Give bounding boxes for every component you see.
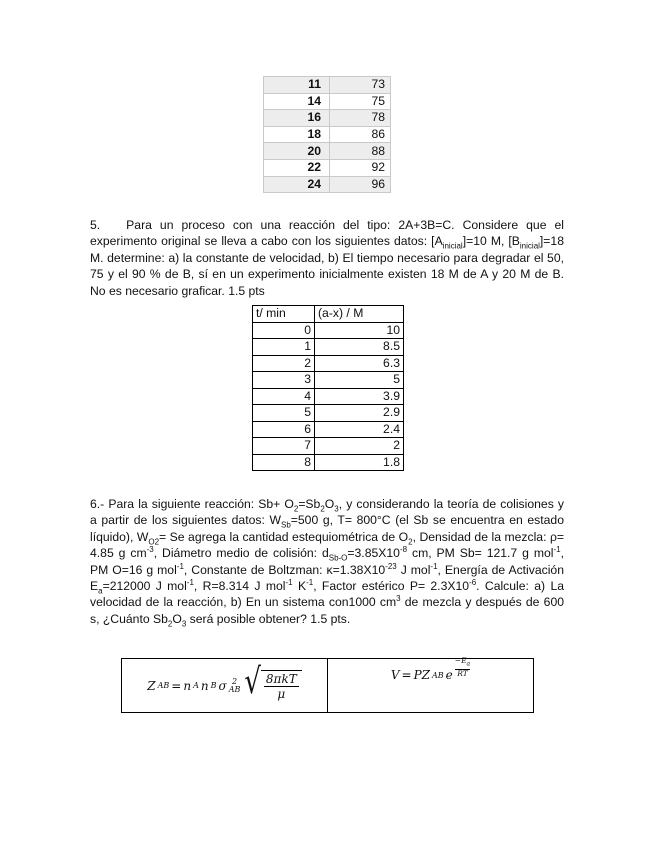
text-run: , Diámetro medio de colisión: d [153,546,329,561]
cell-concentration: 5 [315,372,404,389]
subscript: a [98,586,103,596]
cell-value: 75 [330,93,391,110]
text-run: O [172,611,182,626]
fraction-numerator: 8πkT [265,672,297,686]
subscript: 2 [293,504,299,514]
text-run: ]=10 M, [B [462,234,520,249]
fraction-denominator: μ [277,687,286,701]
text-run: , PM O=16 g mol [90,546,564,577]
table-row [264,176,391,193]
cell-key: 22 [264,159,330,176]
cell-value: 88 [330,143,391,160]
cell-value: 86 [330,126,391,143]
cell-concentration: 2.4 [315,421,404,438]
cell-value: 73 [330,77,391,94]
subscript: Sb-O [328,553,348,563]
radical-sign-icon: √ [244,661,261,703]
table-row [253,372,404,389]
math-subscript: a [466,660,471,668]
text-run: ]=18 M. determine: a) la constante de velocidad, b) El tiempo necesario para degradar el 50, 75 y el 90 % de B, sí en un experimento inicialmente existen 18 M de A y 20 M de B. No es necesario graficar. 1.5 pts [90,234,564,298]
text-run: =500 g, T= 800°C (el Sb se encuentra en estado líquido), W [90,513,564,544]
text-run: J mol [396,562,431,577]
data-table-2 [252,305,404,471]
table-row [264,77,391,94]
subscript: 2 [408,537,413,547]
math-symbol: n [183,678,192,693]
subscript: inicial [442,241,463,251]
cell-time: 3 [253,372,315,389]
rate-formula [328,656,534,713]
table-row [253,454,404,471]
table-header-row [253,306,404,323]
text-run: . Calcule: a) La velocidad de la reacción, b) En un sistema con1000 cm [90,579,564,610]
text-run: =212000 J mol [102,579,187,594]
problem-5-text [90,217,564,299]
superscript: -1 [285,577,293,587]
cell-value: 78 [330,110,391,127]
formula-box [121,658,534,713]
text-run: , R=8.314 J mol [193,579,286,594]
cell-concentration: 10 [315,322,404,339]
cell-time: 7 [253,438,315,455]
superscript: -1 [430,561,438,571]
table-row [253,405,404,422]
cell-concentration: 8.5 [315,339,404,356]
cell-key: 11 [264,77,330,94]
text-run: K [292,579,307,594]
text-run: = Se agrega la cantidad estequiométrica de O [159,529,409,544]
data-table-1 [263,76,391,193]
subscript: O2 [148,537,160,547]
problem-number: 5. [90,218,101,232]
problem-6-text [90,496,564,627]
table-row [253,421,404,438]
cell-key: 16 [264,110,330,127]
cell-time: 2 [253,355,315,372]
text-run: , Constante de Boltzman: ĸ=1.38X10 [183,562,386,577]
math-symbol: n [200,678,209,693]
cell-time: 6 [253,421,315,438]
table-row [253,339,404,356]
fraction [261,670,302,701]
math-symbol: PZ [413,668,431,683]
table-row [264,143,391,160]
text-run: será posible obtener? 1.5 pts. [186,611,351,626]
subscript: Sb [280,520,291,530]
text-run: O [324,497,335,511]
table-row [253,388,404,405]
math-symbol: V [390,668,400,683]
superscript: -1 [176,561,184,571]
cell-time: 5 [253,405,315,422]
subscript: 2 [167,619,173,629]
text-run: Para un proceso con una reacción del tipo: 2A+3B=C. Considere que el experimento original se lleva a cabo con los siguientes datos: [A [90,218,564,249]
superscript: -1 [186,577,194,587]
superscript: 3 [396,594,401,604]
cell-time: 8 [253,454,315,471]
table-row [264,110,391,127]
text-run: 6.- Para la siguiente reacción: Sb+ O [90,497,294,511]
text-run: , Factor estérico P= 2.3X10 [313,579,470,594]
collision-frequency-formula [122,659,328,713]
math-subscript: AB [432,670,444,680]
cell-value: 92 [330,159,391,176]
math-superscript: 2 [231,676,238,686]
cell-key: 18 [264,126,330,143]
cell-time: 1 [253,339,315,356]
text-run: , y considerando la teoría de colisiones y a partir de los siguientes datos: W [90,497,564,528]
math-subscript: A [193,681,199,690]
superscript: -8 [399,545,408,555]
cell-concentration: 3.9 [315,388,404,405]
subscript: inicial [519,241,540,251]
math-symbol: Z [147,678,156,693]
table-row [253,438,404,455]
math-text: −E [454,656,467,665]
cell-concentration: 1.8 [315,454,404,471]
subscript: 2 [320,504,325,514]
cell-key: 24 [264,176,330,193]
square-root [244,661,301,703]
table-row [264,126,391,143]
text-run: =Sb [298,497,321,511]
table-row [264,93,391,110]
table-row [253,355,404,372]
cell-key: 14 [264,93,330,110]
table-row [253,322,404,339]
subscript: 3 [334,504,339,514]
math-subscript: AB [228,684,241,694]
superscript: -6 [469,577,477,587]
exponent-denominator: RT [457,668,468,678]
superscript: -1 [553,545,561,555]
superscript: -3 [146,545,154,555]
cell-key: 20 [264,143,330,160]
cell-time: 4 [253,388,315,405]
math-symbol: e [445,668,453,683]
cell-concentration: 2.9 [315,405,404,422]
subscript: 3 [181,619,187,629]
cell-value: 96 [330,176,391,193]
text-run: cm, PM Sb= 121.7 g mol [407,546,554,561]
formula-row [122,659,534,713]
exponent-numerator [455,657,470,670]
math-subscript: AB [157,681,170,690]
superscript: -23 [385,561,397,571]
column-header-time: t/ min [253,306,315,323]
cell-time: 0 [253,322,315,339]
cell-concentration: 2 [315,438,404,455]
column-header-concentration: (a-x) / M [315,306,404,323]
math-symbol: σ [218,678,227,693]
text-run: =3.85X10 [347,546,400,561]
cell-concentration: 6.3 [315,355,404,372]
text-run: , Densidad de la mezcla: ρ= 4.85 g cm [90,529,564,561]
superscript: -1 [306,577,314,587]
text-run: de mezcla y después de 600 s, ¿Cuánto Sb [90,595,564,626]
table-row [264,159,391,176]
exponent-fraction [455,657,470,678]
math-subscript: B [210,681,217,690]
math-equals: = [401,668,412,683]
math-equals: = [171,678,182,693]
text-run: , Energía de Activación E [90,562,564,594]
